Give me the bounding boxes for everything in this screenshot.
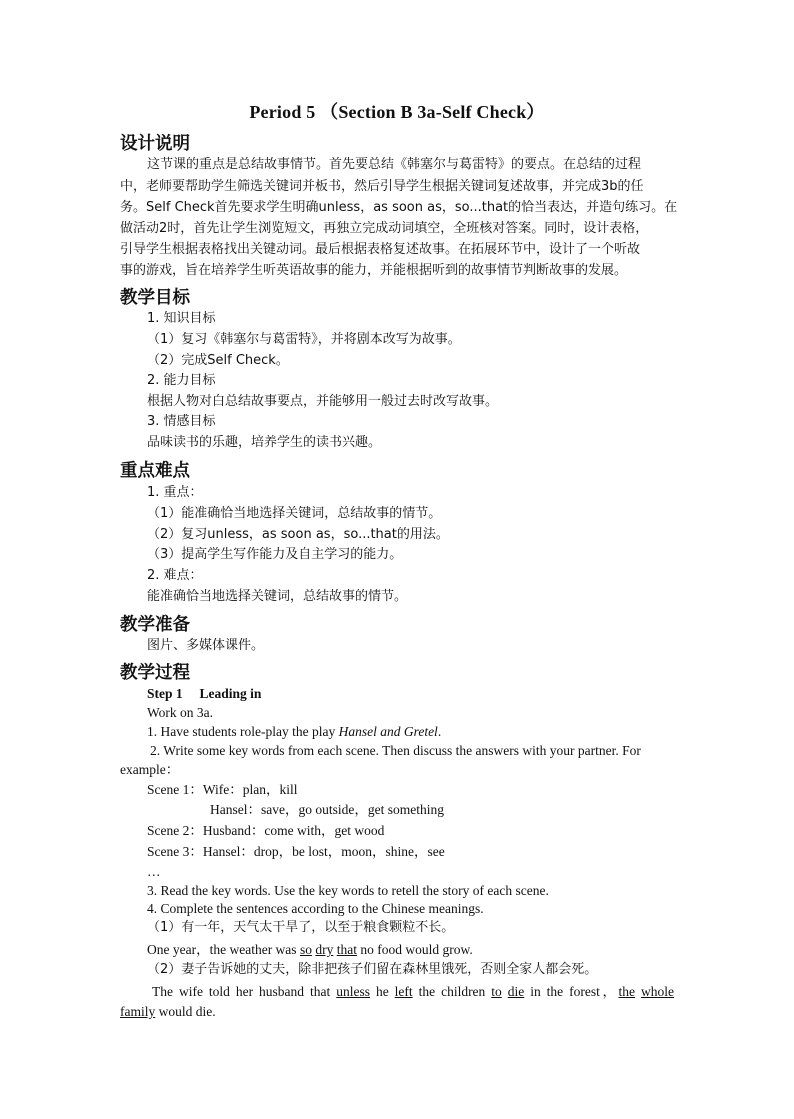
goals-line-2: （1）复习《韩塞尔与葛雷特》，并将剧本改写为故事。 (147, 332, 461, 347)
prep-line-1: 图片、多媒体课件。 (147, 638, 265, 653)
q1-answer-that: that (336, 942, 357, 957)
q2-answer-die: die (507, 984, 525, 999)
scene-2: Scene 2：Husband：come with，get wood (147, 823, 385, 838)
ellipsis: … (147, 864, 161, 879)
question-1-chinese: （1）有一年，天气太干旱了，以至于粮食颗粒不长。 (147, 920, 455, 935)
scene-1: Scene 1：Wife：plan，kill (147, 782, 298, 797)
q2-answer-whole: whole (641, 984, 675, 999)
scene-1-hansel: Hansel：save，go outside，get something (210, 802, 444, 817)
q2-text-5: would die. (155, 1004, 216, 1019)
heading-keypoints: 重点难点 (120, 461, 190, 481)
goals-line-7: 品味读书的乐趣，培养学生的读书兴趣。 (147, 435, 382, 450)
goals-line-3: （2）完成Self Check。 (147, 353, 289, 368)
q2-answer-to: to (491, 984, 502, 999)
item-1-post: . (437, 724, 442, 739)
heading-design: 设计说明 (120, 134, 190, 154)
goals-line-5: 根据人物对白总结故事要点，并能够用一般过去时改写故事。 (147, 394, 499, 409)
q2-text-2: he (369, 984, 395, 999)
design-line-3: 务。Self Check首先要求学生明确unless，as soon as，so...that的恰当表达，并造句练习。在 (120, 200, 678, 215)
item-1-pre: 1. Have students role-play the play (147, 724, 339, 739)
design-line-5: 引导学生根据表格找出关键动词。最后根据表格复述故事。在拓展环节中，设计了一个听故 (120, 242, 641, 257)
q1-answer-dry: dry (315, 942, 334, 957)
keypoints-line-6: 能准确恰当地选择关键词，总结故事的情节。 (147, 589, 408, 604)
q2-answer-left: left (394, 984, 413, 999)
q2-answer-unless: unless (336, 984, 370, 999)
heading-process: 教学过程 (120, 663, 190, 683)
keypoints-line-4: （3）提高学生写作能力及自主学习的能力。 (147, 547, 403, 562)
goals-line-4: 2. 能力目标 (147, 373, 216, 388)
question-1-english (147, 940, 674, 960)
q2-text-4: in the forest， (524, 984, 619, 999)
design-line-2: 中，老师要帮助学生筛选关键词并板书，然后引导学生根据关键词复述故事，并完成3b的任 (120, 179, 644, 194)
goals-line-1: 1. 知识目标 (147, 311, 216, 326)
q1-answer-so: so (299, 942, 312, 957)
item-3: 3. Read the key words. Use the key words to retell the story of each scene. (147, 883, 549, 898)
item-2-line-2: example： (120, 762, 180, 777)
question-2-english-line-2 (120, 1002, 674, 1022)
q2-text-3: the children (412, 984, 492, 999)
design-line-1: 这节课的重点是总结故事情节。首先要总结《韩塞尔与葛雷特》的要点。在总结的过程 (147, 157, 642, 172)
item-1 (147, 722, 674, 742)
q1-text-2: no food would grow. (356, 942, 473, 957)
step1-title: Step 1 Leading in (147, 686, 262, 701)
page-title: Period 5 （Section B 3a-Self Check） (249, 102, 545, 122)
question-2-english-line-1 (152, 982, 674, 1002)
heading-prep: 教学准备 (120, 615, 190, 635)
scene-3: Scene 3：Hansel：drop，be lost，moon，shine，see (147, 844, 445, 859)
q2-answer-family: family (120, 1004, 156, 1019)
item-1-play-title: Hansel and Gretel (338, 724, 438, 739)
keypoints-line-1: 1. 重点： (147, 485, 203, 500)
q2-text-1: The wife told her husband that (152, 984, 337, 999)
q1-text-1: One year，the weather was (147, 942, 300, 957)
keypoints-line-3: （2）复习unless，as soon as，so...that的用法。 (147, 527, 449, 542)
heading-goals: 教学目标 (120, 288, 190, 308)
keypoints-line-5: 2. 难点： (147, 568, 203, 583)
item-4: 4. Complete the sentences according to the Chinese meanings. (147, 901, 484, 916)
design-line-4: 做活动2时，首先让学生浏览短文，再独立完成动词填空，全班核对答案。同时，设计表格， (120, 221, 649, 236)
q2-answer-the: the (618, 984, 636, 999)
keypoints-line-2: （1）能准确恰当地选择关键词，总结故事的情节。 (147, 506, 442, 521)
item-2-line-1: 2. Write some key words from each scene. Then discuss the answers with your partner. For (150, 743, 641, 758)
work-on-3a: Work on 3a. (147, 705, 214, 720)
goals-line-6: 3. 情感目标 (147, 414, 216, 429)
design-line-6: 事的游戏，旨在培养学生听英语故事的能力，并能根据听到的故事情节判断故事的发展。 (120, 263, 628, 278)
question-2-chinese: （2）妻子告诉她的丈夫，除非把孩子们留在森林里饿死，否则全家人都会死。 (147, 962, 598, 977)
